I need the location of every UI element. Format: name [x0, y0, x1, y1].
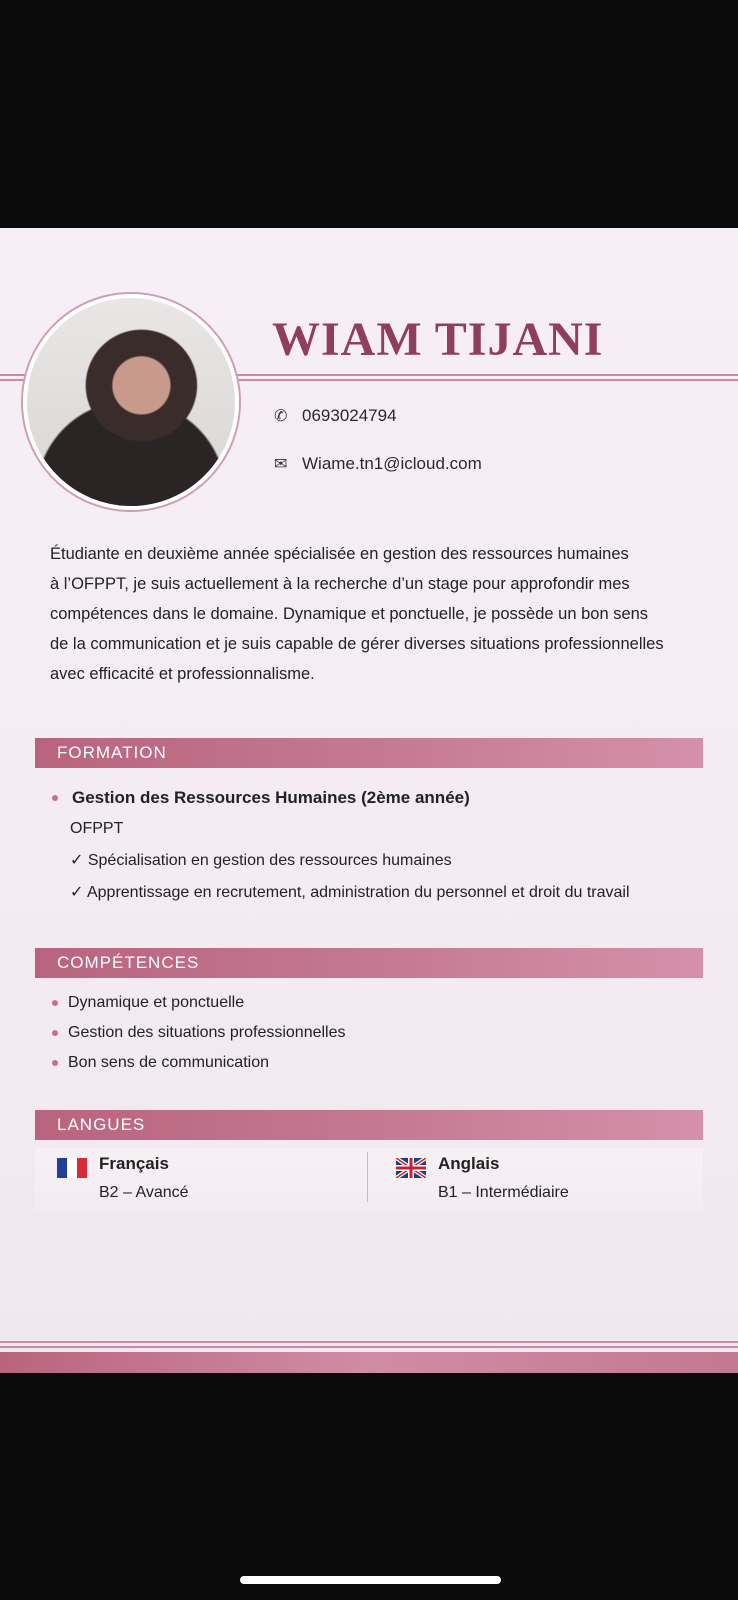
phone-number: 0693024794	[302, 406, 397, 425]
bullet-icon	[52, 795, 58, 801]
uk-flag-icon	[396, 1158, 426, 1178]
bullet-icon	[52, 1000, 58, 1006]
footer-rule	[0, 1341, 738, 1373]
skill-item: Gestion des situations professionnelles	[52, 1024, 346, 1042]
language-name: Anglais	[438, 1154, 500, 1173]
formation-title: Gestion des Ressources Humaines (2ème année)	[52, 788, 470, 808]
summary-line: Étudiante en deuxième année spécialisée en gestion des ressources humaines	[50, 545, 629, 563]
email-address: Wiame.tn1@icloud.com	[302, 454, 482, 473]
skill-item: Dynamique et ponctuelle	[52, 994, 244, 1012]
section-heading-formation: FORMATION	[35, 738, 703, 768]
language-level: B2 – Avancé	[99, 1184, 189, 1201]
summary-line: compétences dans le domaine. Dynamique et ponctuelle, je possède un bon sens	[50, 605, 649, 623]
mail-icon: ✉	[274, 456, 288, 473]
language-name: Français	[99, 1154, 169, 1173]
formation-detail: ✓ Apprentissage en recrutement, administration du personnel et droit du travail	[70, 884, 630, 901]
summary-line: de la communication et je suis capable de gérer diverses situations professionnelles	[50, 635, 664, 653]
phone-icon: ✆	[274, 408, 288, 425]
home-indicator[interactable]	[240, 1576, 501, 1584]
skill-item: Bon sens de communication	[52, 1054, 269, 1072]
contact-phone	[274, 406, 397, 426]
formation-school: OFPPT	[70, 820, 124, 837]
france-flag-icon	[57, 1158, 87, 1178]
formation-detail: ✓ Spécialisation en gestion des ressources humaines	[70, 852, 452, 869]
summary-line: à l’OFPPT, je suis actuellement à la recherche d’un stage pour approfondir mes	[50, 575, 630, 593]
summary-line: avec efficacité et professionnalisme.	[50, 665, 315, 683]
candidate-name: WIAM TIJANI	[272, 313, 604, 366]
contact-email	[274, 454, 482, 474]
profile-summary	[50, 539, 720, 689]
language-divider	[367, 1152, 368, 1202]
section-heading-langues: LANGUES	[35, 1110, 703, 1140]
languages-panel	[35, 1148, 703, 1212]
bullet-icon	[52, 1030, 58, 1036]
resume-page	[0, 228, 738, 1373]
bullet-icon	[52, 1060, 58, 1066]
section-heading-competences: COMPÉTENCES	[35, 948, 703, 978]
profile-photo	[23, 294, 239, 510]
language-level: B1 – Intermédiaire	[438, 1184, 569, 1201]
